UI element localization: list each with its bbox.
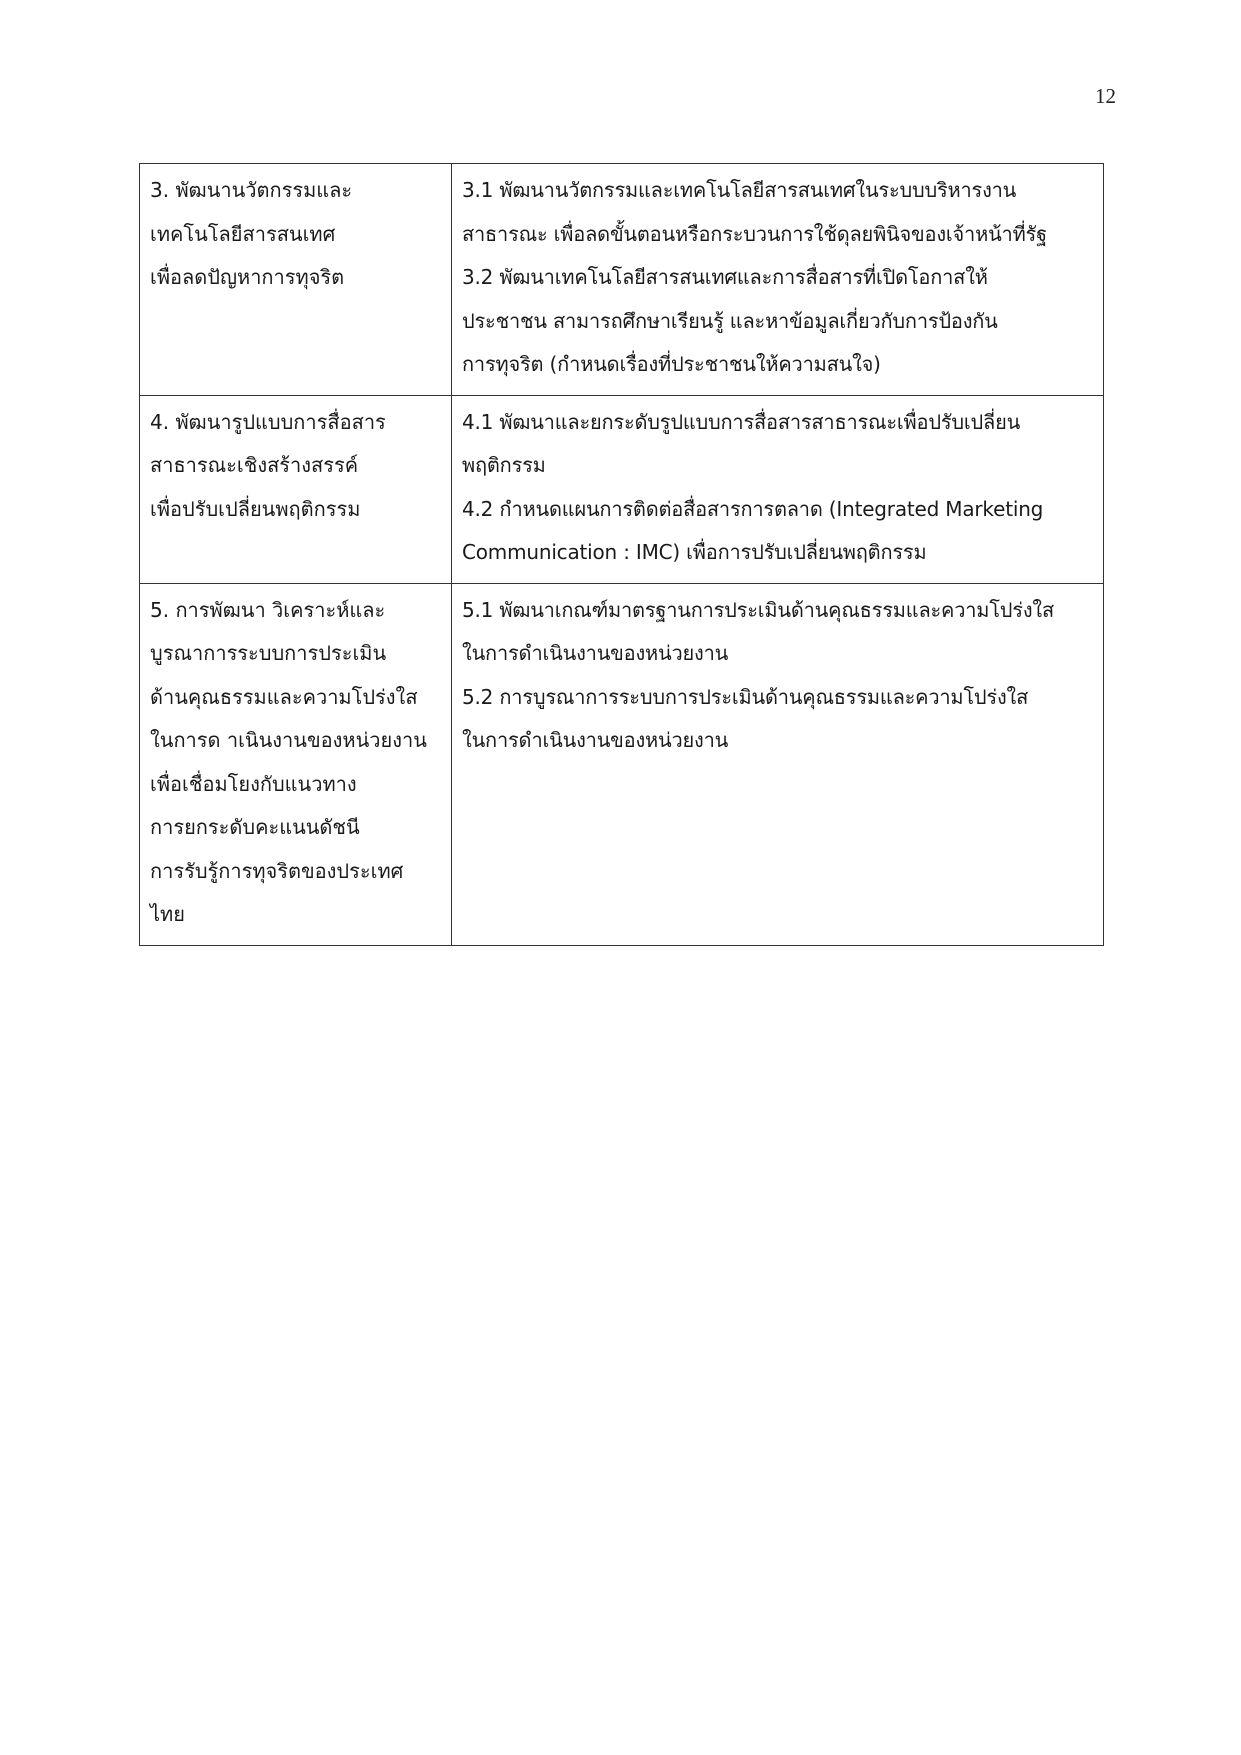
cell-line: 4. พัฒนารูปแบบการสื่อสาร: [150, 409, 386, 434]
page-number: 12: [1095, 84, 1116, 108]
cell-line: 4.1 พัฒนาและยกระดับรูปแบบการสื่อสารสาธารณะเพื่อปรับเปลี่ยน: [462, 409, 1021, 434]
cell-line: 5.1 พัฒนาเกณฑ์มาตรฐานการประเมินด้านคุณธรรมและความโปร่งใส: [462, 597, 1054, 622]
cell-line: 4.2 กำหนดแผนการติดต่อสื่อสารการตลาด (Integrated Marketing: [462, 496, 1044, 521]
strategy-table: [139, 163, 1104, 946]
cell-line: เทคโนโลยีสารสนเทศ: [150, 221, 336, 246]
cell-line: ในการด าเนินงานของหน่วยงาน: [150, 728, 427, 752]
cell-line: Communication : IMC) เพื่อการปรับเปลี่ยนพฤติกรรม: [462, 540, 927, 564]
cell-line: เพื่อเชื่อมโยงกับแนวทาง: [150, 771, 357, 796]
cell-line: ประชาชน สามารถศึกษาเรียนรู้ และหาข้อมูลเกี่ยวกับการป้องกัน: [462, 308, 998, 333]
cell-line: บูรณาการระบบการประเมิน: [150, 641, 387, 665]
cell-line: ในการดำเนินงานของหน่วยงาน: [462, 728, 729, 752]
cell-line: สาธารณะเชิงสร้างสรรค์: [150, 453, 359, 477]
strategy-cell-5: [140, 583, 452, 945]
measures-cell-4: [452, 395, 1104, 583]
cell-line: เพื่อปรับเปลี่ยนพฤติกรรม: [150, 496, 361, 521]
table-row-strategy-5: [140, 583, 1104, 945]
strategy-cell-4: [140, 395, 452, 583]
cell-line: 3.1 พัฒนานวัตกรรมและเทคโนโลยีสารสนเทศในระบบบริหารงาน: [462, 178, 1017, 202]
cell-line: พฤติกรรม: [462, 453, 546, 477]
table-row-strategy-3: [140, 164, 1104, 396]
cell-line: ไทย: [150, 902, 185, 926]
cell-line: 3. พัฒนานวัตกรรมและ: [150, 178, 353, 202]
cell-line: สาธารณะ เพื่อลดขั้นตอนหรือกระบวนการใช้ดุลยพินิจของเจ้าหน้าที่รัฐ: [462, 221, 1047, 246]
cell-line: ด้านคุณธรรมและความโปร่งใส: [150, 684, 418, 709]
cell-line: 5. การพัฒนา วิเคราะห์และ: [150, 597, 386, 622]
cell-line: 3.2 พัฒนาเทคโนโลยีสารสนเทศและการสื่อสารที่เปิดโอกาสให้: [462, 265, 988, 289]
cell-line: ในการดำเนินงานของหน่วยงาน: [462, 641, 729, 665]
measures-cell-3: [452, 164, 1104, 396]
cell-line: การรับรู้การทุจริตของประเทศ: [150, 858, 404, 883]
cell-line: เพื่อลดปัญหาการทุจริต: [150, 265, 345, 289]
strategy-cell-3: [140, 164, 452, 396]
table-row-strategy-4: [140, 395, 1104, 583]
measures-cell-5: [452, 583, 1104, 945]
cell-line: การทุจริต (กำหนดเรื่องที่ประชาชนให้ความสนใจ): [462, 352, 881, 376]
cell-line: การยกระดับคะแนนดัชนี: [150, 815, 360, 839]
cell-line: 5.2 การบูรณาการระบบการประเมินด้านคุณธรรมและความโปร่งใส: [462, 684, 1029, 709]
